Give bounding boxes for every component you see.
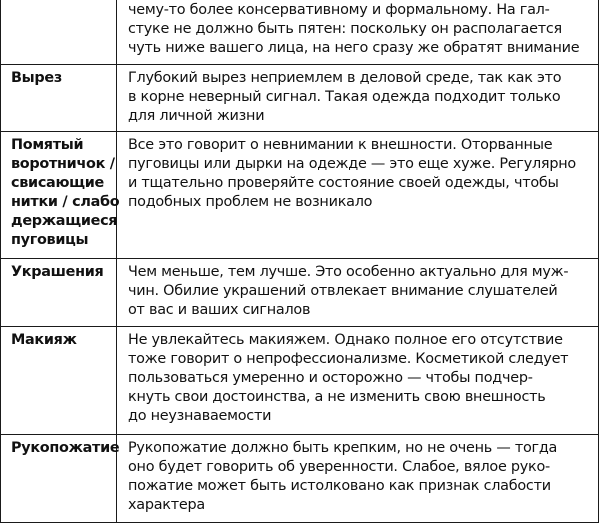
term-line: воротничок /	[11, 156, 115, 172]
term-cell-jewelry	[1, 259, 117, 327]
table-row-tie-continued	[1, 0, 599, 65]
desc-line: чуть ниже вашего лица, на него сразу же обратят внимание	[128, 40, 580, 56]
desc-line: пользоваться умеренно и осторожно — чтобы подчер-	[128, 370, 533, 386]
desc-line: в корне неверный сигнал. Такая одежда подходит только	[128, 89, 561, 105]
desc-line: чему-то более консервативному и формальному. На гал-	[128, 2, 550, 18]
desc-line: характера	[128, 497, 205, 513]
desc-line: кнуть свои достоинства, а не изменить свою внешность	[128, 389, 546, 405]
table-row-makeup	[1, 327, 599, 435]
desc-line: Чем меньше, тем лучше. Это особенно актуально для муж-	[128, 264, 569, 280]
table-row-wrinkled-collar	[1, 132, 599, 259]
term-line: Макияж	[11, 332, 77, 348]
desc-cell-handshake	[117, 435, 599, 523]
term-cell-wrinkled-collar	[1, 132, 120, 259]
desc-line: стуке не должно быть пятен: поскольку он располагается	[128, 21, 562, 37]
desc-cell-wrinkled-collar	[117, 132, 599, 259]
desc-line: пуговицы или дырки на одежде — это еще хуже. Регулярно	[128, 156, 576, 172]
term-line: держащиеся	[11, 213, 118, 229]
desc-line: подобных проблем не возникало	[128, 194, 373, 210]
desc-cell-tie	[117, 0, 599, 65]
table-row-neckline	[1, 65, 599, 132]
term-line: нитки / слабо	[11, 194, 120, 210]
desc-cell-neckline	[117, 65, 599, 132]
desc-cell-jewelry	[117, 259, 599, 327]
table-row-jewelry	[1, 259, 599, 327]
desc-line: Рукопожатие должно быть крепким, но не очень — тогда	[128, 440, 558, 456]
desc-line: Глубокий вырез неприемлем в деловой среде, так как это	[128, 70, 562, 86]
term-line: пуговицы	[11, 232, 89, 248]
desc-line: Все это говорит о невнимании к внешности. Оторванные	[128, 137, 553, 153]
term-line: Рукопожатие	[11, 440, 120, 456]
desc-cell-makeup	[117, 327, 599, 435]
term-line: Украшения	[11, 264, 104, 280]
desc-line: до неузнаваемости	[128, 408, 272, 424]
desc-line: оно будет говорить об уверенности. Слабое, вялое руко-	[128, 459, 550, 475]
desc-line: тоже говорит о непрофессионализме. Косметикой следует	[128, 351, 569, 367]
term-cell-neckline	[1, 65, 117, 132]
term-cell-makeup	[1, 327, 117, 435]
term-line: свисающие	[11, 175, 105, 191]
term-line: Вырез	[11, 70, 62, 86]
table-row-handshake	[1, 435, 599, 523]
desc-line: и тщательно проверяйте состояние своей одежды, чтобы	[128, 175, 559, 191]
desc-line: чин. Обилие украшений отвлекает внимание слушателей	[128, 283, 558, 299]
desc-line: Не увлекайтесь макияжем. Однако полное его отсутствие	[128, 332, 563, 348]
desc-line: пожатие может быть истолковано как признак слабости	[128, 478, 551, 494]
term-cell-empty	[1, 0, 117, 65]
desc-line: для личной жизни	[128, 108, 265, 124]
desc-line: от вас и ваших сигналов	[128, 302, 311, 318]
term-line: Помятый	[11, 137, 84, 153]
term-cell-handshake	[1, 435, 120, 523]
